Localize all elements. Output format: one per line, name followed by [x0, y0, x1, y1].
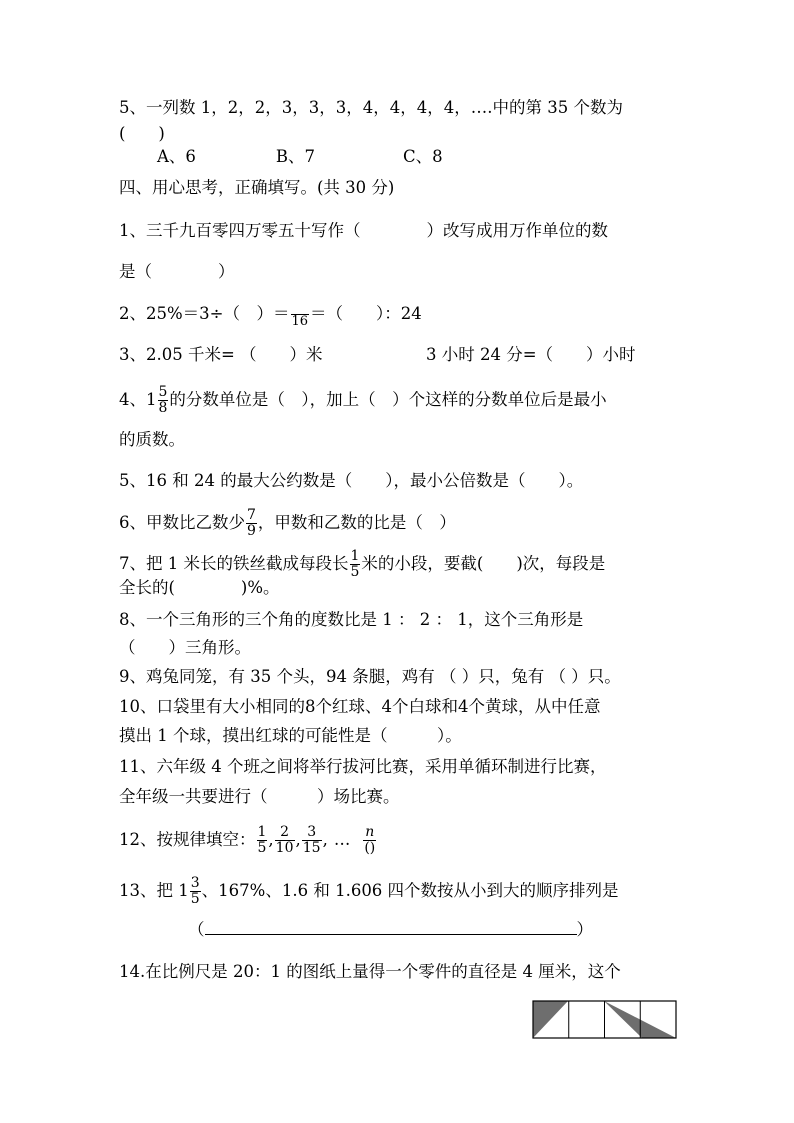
fill-2-fraction [291, 300, 310, 329]
fill-13-fraction: $\frac{3}{5}$ [190, 875, 200, 907]
fill-13-post: 、167%、1.6 和 1.606 四个数按从小到大的顺序排列是 [201, 881, 619, 900]
fill-12-frac-2: $\frac{2}{10}$ [275, 824, 294, 856]
fill-3-a: 3、2.05 千米= （ ）米 [119, 345, 323, 364]
fill-1-line1: 1、三千九百零四万零五十写作（ ）改写成用万作单位的数 [119, 221, 608, 240]
fill-12-ellipsis: … [333, 830, 351, 849]
fill-11-line1: 11、六年级 4 个班之间将举行拔河比赛，采用单循环制进行比赛， [119, 757, 607, 776]
fill-6 [119, 508, 456, 539]
fill-13-blank[interactable] [205, 920, 577, 935]
fill-8-line2: （ ）三角形。 [119, 638, 251, 657]
fill-2-post: ＝（ ）：24 [310, 304, 422, 323]
fill-5: 5、16 和 24 的最大公约数是（ ），最小公倍数是（ ）。 [119, 471, 584, 490]
fill-6-post: ，甲数和乙数的比是（ ） [257, 513, 456, 532]
shaded-triangle-left [533, 1001, 568, 1038]
option-b: B、7 [275, 147, 316, 166]
fill-4-line2: 的质数。 [119, 430, 185, 449]
fill-4 [119, 385, 607, 416]
fill-4-post: 的分数单位是（ ），加上（ ）个这样的分数单位后是最小 [169, 390, 607, 409]
fill-2 [119, 300, 422, 329]
fill-13-open-paren: （ [188, 920, 205, 939]
fill-9: 9、鸡兔同笼，有 35 个头，94 条腿，鸡有 （ ）只，兔有 （ ）只。 [119, 667, 621, 686]
fill-13-close-paren: ） [576, 920, 593, 939]
fill-3-b: 3 小时 24 分=（ ）小时 [426, 345, 636, 364]
fill-12-comma-3: , [322, 830, 328, 849]
fill-12 [119, 825, 377, 856]
fill-14: 14.在比例尺是 20：1 的图纸上量得一个零件的直径是 4 厘米，这个 [119, 962, 621, 981]
fill-6-fraction: $\frac{7}{9}$ [247, 507, 256, 539]
fill-1-line2: 是（ ） [119, 262, 235, 281]
fill-2-den: 16 [291, 314, 309, 329]
question-5-text: 5、一列数 1，2，2，3，3，3，4，4，4，4，….中的第 35 个数为 [119, 98, 623, 117]
fill-12-pre: 12、按规律填空： [119, 830, 256, 849]
fill-12-frac-3: $\frac{3}{15}$ [302, 824, 321, 856]
fill-12-comma-1: , [268, 830, 274, 849]
fill-10-line2: 摸出 1 个球，摸出红球的可能性是（ ）。 [119, 726, 462, 745]
fill-8-line1: 8、一个三角形的三个角的度数比是 1 ： 2 ： 1，这个三角形是 [119, 610, 584, 629]
fill-13-pre: 13、把 1 [119, 881, 189, 900]
section-4-heading: 四、用心思考，正确填写。(共 30 分) [119, 178, 395, 197]
fill-7-pre: 7、把 1 米长的铁丝截成每段长 [119, 554, 349, 573]
fill-7-post: 米的小段，要截( )次，每段是 [361, 554, 606, 573]
fill-3 [119, 345, 636, 365]
fill-4-pre: 4、1 [119, 390, 157, 409]
fill-10-line1: 10、口袋里有大小相同的8个红球、4个白球和4个黄球，从中任意 [119, 697, 601, 716]
question-5-options [119, 147, 443, 167]
fill-7 [119, 549, 605, 580]
option-a: A、6 [157, 147, 196, 166]
fill-7-fraction: $\frac{1}{5}$ [350, 548, 360, 580]
fill-4-fraction: $\frac{5}{8}$ [158, 384, 168, 416]
fill-7-line2: 全长的( )%。 [119, 578, 280, 597]
grid-triangle-diagram [532, 1000, 678, 1040]
fill-2-pre: 2、25%＝3÷（ ）＝ [119, 304, 290, 323]
question-5-paren: ( ) [119, 124, 165, 143]
option-c: C、8 [403, 147, 443, 166]
fill-13 [119, 876, 619, 907]
fill-11-line2: 全年级一共要进行（ ）场比赛。 [119, 787, 400, 806]
fill-12-frac-n: $\frac{n}{()}$ [364, 824, 376, 856]
fill-12-frac-1: $\frac{1}{5}$ [257, 824, 267, 856]
fill-12-comma-2: , [295, 830, 301, 849]
fill-6-pre: 6、甲数比乙数少 [119, 513, 245, 532]
fill-13-answer-line [188, 920, 593, 940]
